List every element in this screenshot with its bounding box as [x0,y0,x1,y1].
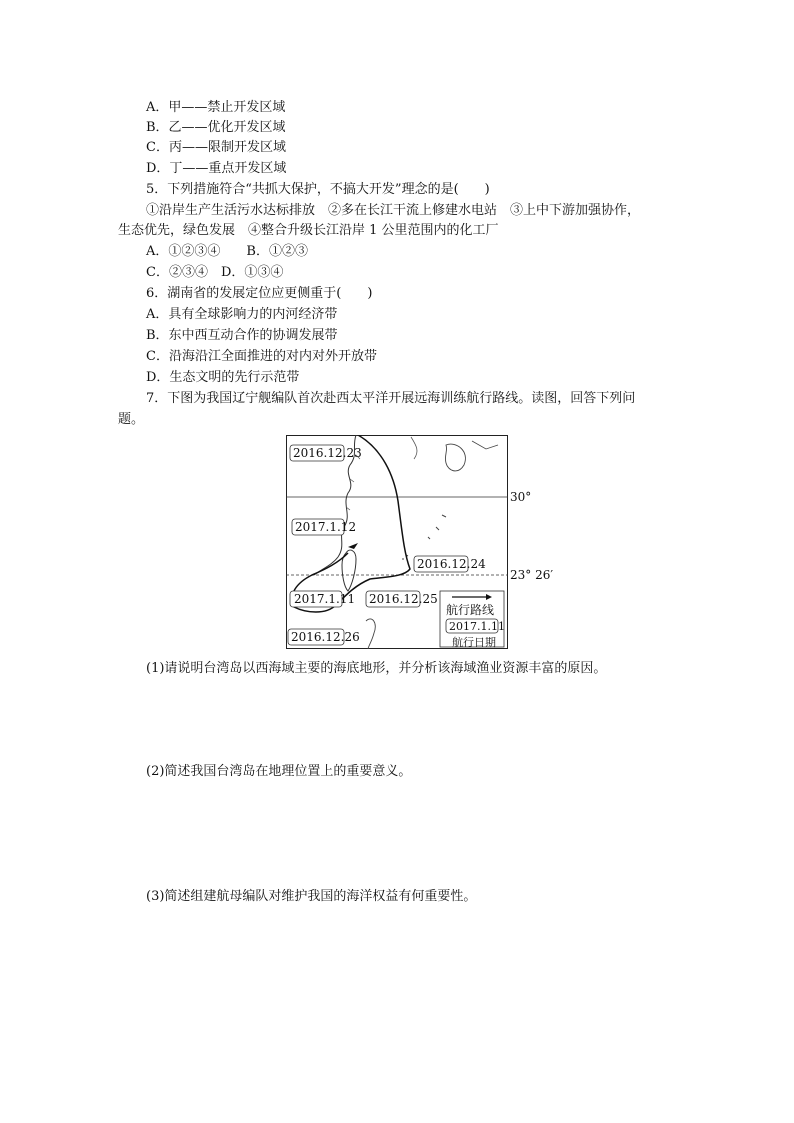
latitude-2326-label: 23° 26′ [510,568,554,582]
q6-option-d: D．生态文明的先行示范带 [146,370,300,385]
q7-sub2: (2)简述我国台湾岛在地理位置上的重要意义。 [146,764,412,779]
ryukyu-islands [402,515,446,559]
q5-items-line2: 生态优先，绿色发展 ④整合升级长江沿岸 1 公里范围内的化工厂 [118,223,499,238]
q7-stem-line2: 题。 [118,412,145,427]
q7-sub3: (3)简述组建航母编队对维护我国的海洋权益有何重要性。 [146,889,477,904]
q5-options-ab: A．①②③④ B．①②③ [146,244,308,259]
q6-stem: 6．湖南省的发展定位应更侧重于( ) [146,286,373,301]
q6-option-a: A．具有全球影响力的内河经济带 [146,307,338,322]
date-label-20161226: 2016.12.26 [291,630,360,644]
legend-sample-date: 2017.1.11 [449,620,505,633]
q5-stem: 5．下列措施符合“共抓大保护，不搞大开发”理念的是( ) [146,182,490,197]
q7-sub1: (1)请说明台湾岛以西海域主要的海底地形，并分析该海域渔业资源丰富的原因。 [146,661,607,676]
q6-option-b: B．东中西互动合作的协调发展带 [146,328,338,343]
legend-route-text: 航行路线 [446,603,495,617]
q4-option-c: C．丙——限制开发区域 [146,140,286,155]
route-arrowhead [348,543,358,549]
date-label-2017111: 2017.1.11 [294,592,356,606]
legend-date-text: 航行日期 [452,636,496,649]
q5-items-line1: ①沿岸生产生活污水达标排放 ②多在长江干流上修建水电站 ③上中下游加强协作， [146,203,641,218]
q7-stem-line1: 7．下图为我国辽宁舰编队首次赴西太平洋开展远海训练航行路线。读图，回答下列问 [146,391,636,406]
q6-option-c: C．沿海沿江全面推进的对内对外开放带 [146,349,377,364]
date-label-20161223: 2016.12.23 [293,446,362,460]
japan-coast [472,441,498,449]
latitude-30-label: 30° [510,490,532,504]
coast-islets [346,455,360,510]
kyushu-island [445,444,465,471]
q4-option-b: B．乙——优化开发区域 [146,120,286,135]
date-label-20161225: 2016.12.25 [369,592,438,606]
philippines-coast [366,619,375,649]
date-label-20161224: 2016.12.24 [417,557,486,571]
q4-option-d: D．丁——重点开发区域 [146,161,287,176]
q5-options-cd: C．②③④ D．①③④ [146,265,284,280]
q4-option-a: A．甲——禁止开发区域 [146,100,286,115]
navigation-route-map [286,435,508,649]
date-label-2017112: 2017.1.12 [295,520,357,534]
korea-coast [411,437,417,459]
